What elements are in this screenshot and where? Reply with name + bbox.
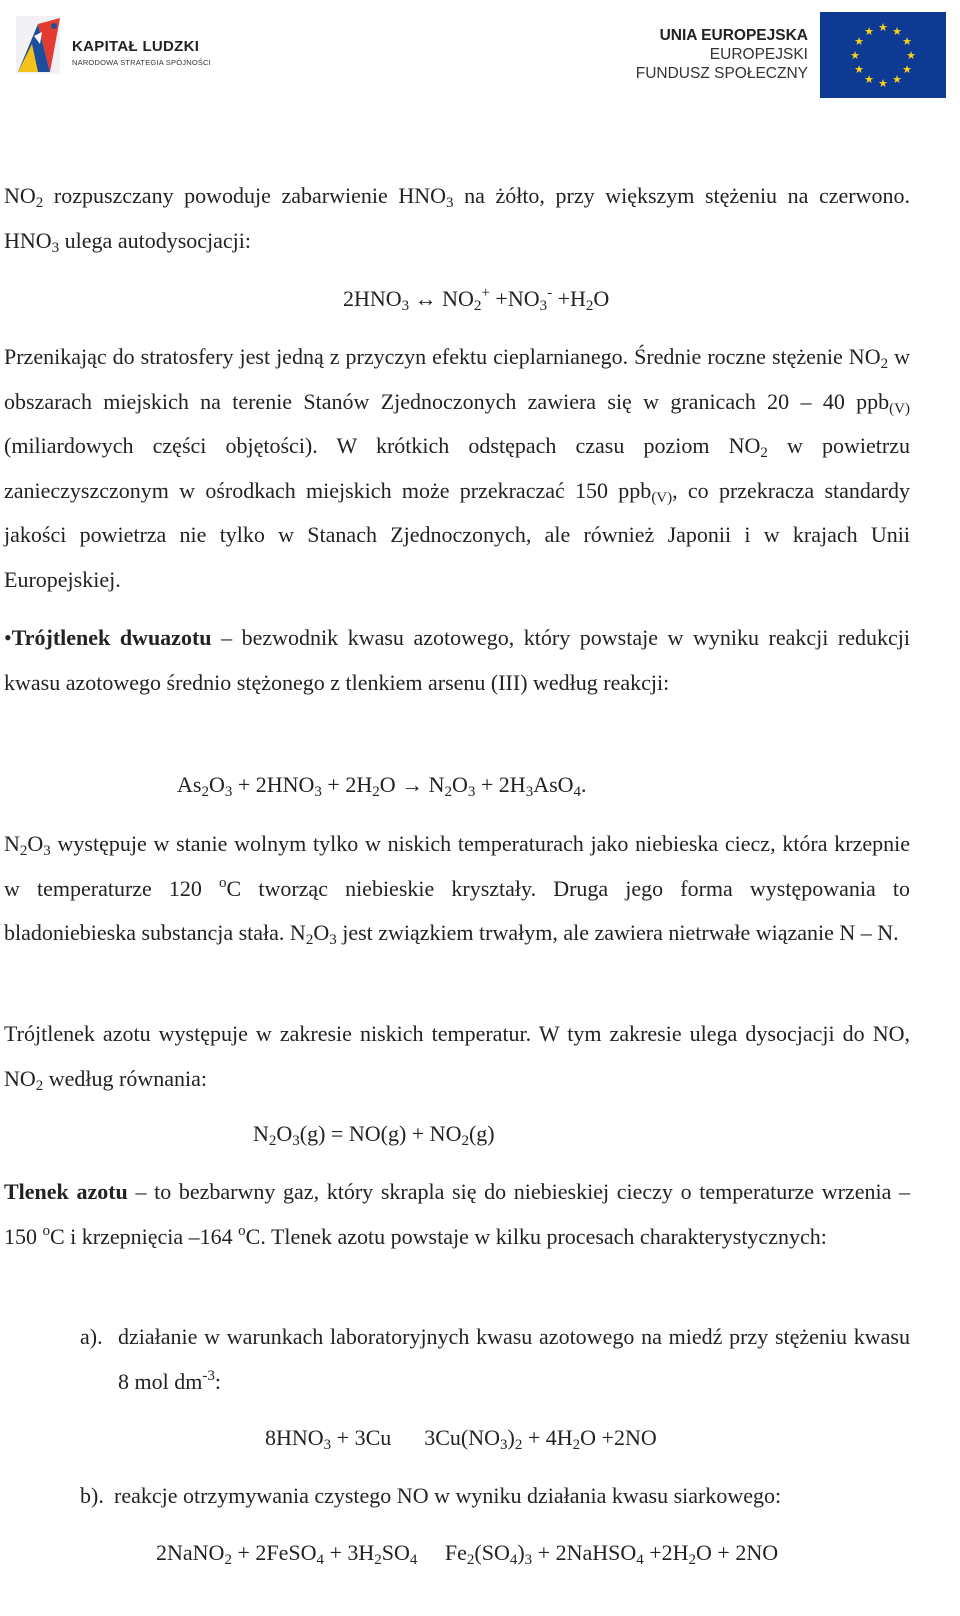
logo-subtitle: NARODOWA STRATEGIA SPÓJNOŚCI [72, 58, 211, 67]
kapital-ludzki-logo [14, 14, 254, 86]
paragraph-dinitrogen-trioxide: •Trójtlenek dwuazotu – bezwodnik kwasu azotowego, który powstaje w wyniku reakcji redukcji kwasu azotowego średnio stężonego z tlenkiem arsenu (III) według reakcji: [4, 625, 910, 695]
eu-line-2: EUROPEJSKI [709, 46, 808, 63]
list-item-b: reakcje otrzymywania czystego NO w wyniku działania kwasu siarkowego: [114, 1483, 782, 1508]
paragraph-n2o3-properties: $N_2O_3$ występuje w stanie wolnym tylko w niskich temperaturach jako niebieska ciecz, która krzepnie w temperaturze 120 $^o$C tworząc niebieskie kryształy. Druga jego forma występowania to bladoniebieska substancja stała. $N_2O_3$ jest związkiem trwałym, ale zawiera nietrwałe wiązanie N – N. [4, 831, 910, 948]
paragraph-dissociation: Trójtlenek azotu występuje w zakresie niskich temperatur. W tym zakresie ulega dysocjacji do NO, $NO_2$ według równania: [4, 1021, 910, 1094]
equation-nitrite-reaction: 2NaNO$_2$ + 2FeSO$_4$ + $3H_2SO_4$ $Fe_2(SO_4)_3$ + 2NaHSO$_4$ $+2H_2O + 2NO$ [156, 1540, 779, 1568]
eu-fund-logo [616, 12, 946, 102]
equation-n2o3-dissociation: $N_2O_3(g) = NO(g) + NO_2(g)$ [253, 1121, 495, 1149]
svg-text:★: ★ [906, 49, 916, 62]
svg-text:★: ★ [878, 77, 888, 90]
paragraph-stratosphere: Przenikając do stratosfery jest jedną z przyczyn efektu cieplarnianego. Średnie roczne stężenie $NO_2$ w obszarach miejskich na terenie Stanów Zjednoczonych zawiera się w granicach 20 – 40 ppb$_{(V)}$ (miliardowych części objętości). W krótkich odstępach czasu poziom $NO_2$ w powietrzu zanieczyszczonym w ośrodkach miejskich może przekraczać 150 ppb$_{(V)}$, co przekracza standardy jakości powietrza nie tylko w Stanach Zjednoczonych, ale również Japonii i w krajach Unii Europejskiej. [4, 344, 910, 592]
equation-arsenic-reaction: $As_2O_3 + 2HNO_3 + 2H_2O \to N_2O_3 + 2H_3AsO_4$. [177, 772, 587, 800]
logo-title: KAPITAŁ LUDZKI [72, 38, 200, 55]
list-item-a: działanie w warunkach laboratoryjnych kwasu azotowego na miedź przy stężeniu kwasu 8 mol $dm^{-3}$: [118, 1324, 910, 1394]
svg-text:★: ★ [864, 25, 874, 38]
equilibrium-arrow-icon: ↔ [414, 286, 437, 311]
equation-autodissociation: $2HNO_3$ ↔ $NO_2^+ +NO_3^- +H_2O$ [343, 285, 610, 314]
kapital-ludzki-mark-icon [14, 14, 64, 80]
paragraph-nitric-oxide: Tlenek azotu – to bezbarwny gaz, który skrapla się do niebieskiej cieczy o temperaturze wrzenia –150 $^o$C i krzepnięcia –164 $^o$C. Tlenek azotu powstaje w kilku procesach charakterystycznych: [4, 1179, 910, 1249]
svg-text:★: ★ [850, 49, 860, 62]
paragraph-no2-dissolution: $NO_2$ rozpuszczany powoduje zabarwienie $HNO_3$ na żółto, przy większym stężeniu na czerwono. $HNO_3$ ulega autodysocjacji: [4, 183, 910, 256]
reaction-arrow-icon: → [401, 772, 424, 797]
svg-text:★: ★ [878, 21, 888, 34]
svg-text:★: ★ [892, 73, 902, 86]
svg-text:★: ★ [854, 63, 864, 76]
svg-text:★: ★ [854, 35, 864, 48]
list-item-a-marker: a). [80, 1324, 103, 1349]
svg-text:★: ★ [902, 63, 912, 76]
bullet-icon: • [4, 625, 12, 650]
eu-line-1: UNIA EUROPEJSKA [659, 27, 808, 44]
eu-flag-icon [820, 12, 946, 98]
equation-copper-reaction: $8HNO_3 + 3Cu$ $3Cu(NO_3)_2 + 4H_2O +2NO$ [265, 1425, 657, 1453]
eu-line-3: FUNDUSZ SPOŁECZNY [635, 65, 808, 82]
svg-text:★: ★ [892, 25, 902, 38]
eu-text-block [636, 26, 808, 83]
list-item-b-marker: b). [80, 1483, 104, 1508]
svg-text:★: ★ [902, 35, 912, 48]
svg-text:★: ★ [864, 73, 874, 86]
